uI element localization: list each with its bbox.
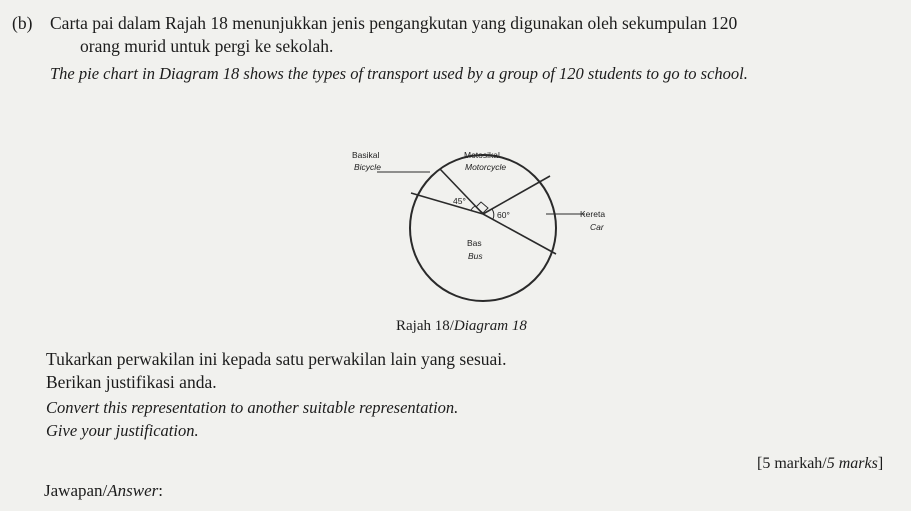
caption-english: Diagram 18	[453, 318, 527, 334]
question-malay-line-2: orang murid untuk pergi ke sekolah.	[80, 36, 334, 56]
question-malay-line-1: Carta pai dalam Rajah 18 menunjukkan jenis pengangkutan yang digunakan oleh sekumpulan 120	[50, 13, 738, 33]
diagram-caption	[396, 318, 527, 335]
angle-label-60: 60°	[497, 210, 510, 220]
pie-chart	[340, 138, 640, 318]
slice-label-bus-malay: Bas	[467, 238, 482, 248]
angle-arc-45	[471, 206, 475, 210]
slice-label-bus-english: Bus	[468, 251, 483, 261]
radius-car-bus	[483, 214, 556, 254]
answer-label	[44, 481, 163, 501]
pie-circle	[410, 155, 556, 301]
angle-arc-60	[492, 209, 494, 219]
slice-label-motorcycle-english: Motorcycle	[465, 162, 507, 172]
slice-label-bicycle-english: Bicycle	[354, 162, 381, 172]
slice-label-motorcycle-malay: Motosikal	[464, 150, 500, 160]
task-malay-line-1: Tukarkan perwakilan ini kepada satu perwakilan lain yang sesuai.	[46, 349, 507, 369]
question-part-label: (b)	[12, 13, 33, 33]
radius-motorcycle-car	[483, 176, 550, 214]
marks-malay: [5 markah/	[757, 455, 827, 472]
slice-label-car-malay: Kereta	[580, 209, 606, 219]
angle-label-45: 45°	[453, 196, 466, 206]
task-english-line-2: Give your justification.	[46, 421, 199, 440]
marks-english: 5 marks	[826, 455, 878, 472]
answer-colon: :	[158, 481, 163, 500]
slice-label-bicycle-malay: Basikal	[352, 150, 380, 160]
marks-label	[757, 455, 883, 473]
caption-malay: Rajah 18/	[396, 318, 454, 334]
marks-close: ]	[877, 455, 884, 472]
answer-malay: Jawapan/	[44, 481, 108, 500]
answer-english: Answer	[107, 481, 159, 500]
question-english-text: The pie chart in Diagram 18 shows the types of transport used by a group of 120 students to go to school.	[50, 64, 748, 83]
pie-chart-svg	[340, 138, 640, 318]
task-english-line-1: Convert this representation to another suitable representation.	[46, 398, 459, 417]
slice-label-car-english: Car	[590, 222, 604, 232]
task-malay-line-2: Berikan justifikasi anda.	[46, 372, 217, 392]
